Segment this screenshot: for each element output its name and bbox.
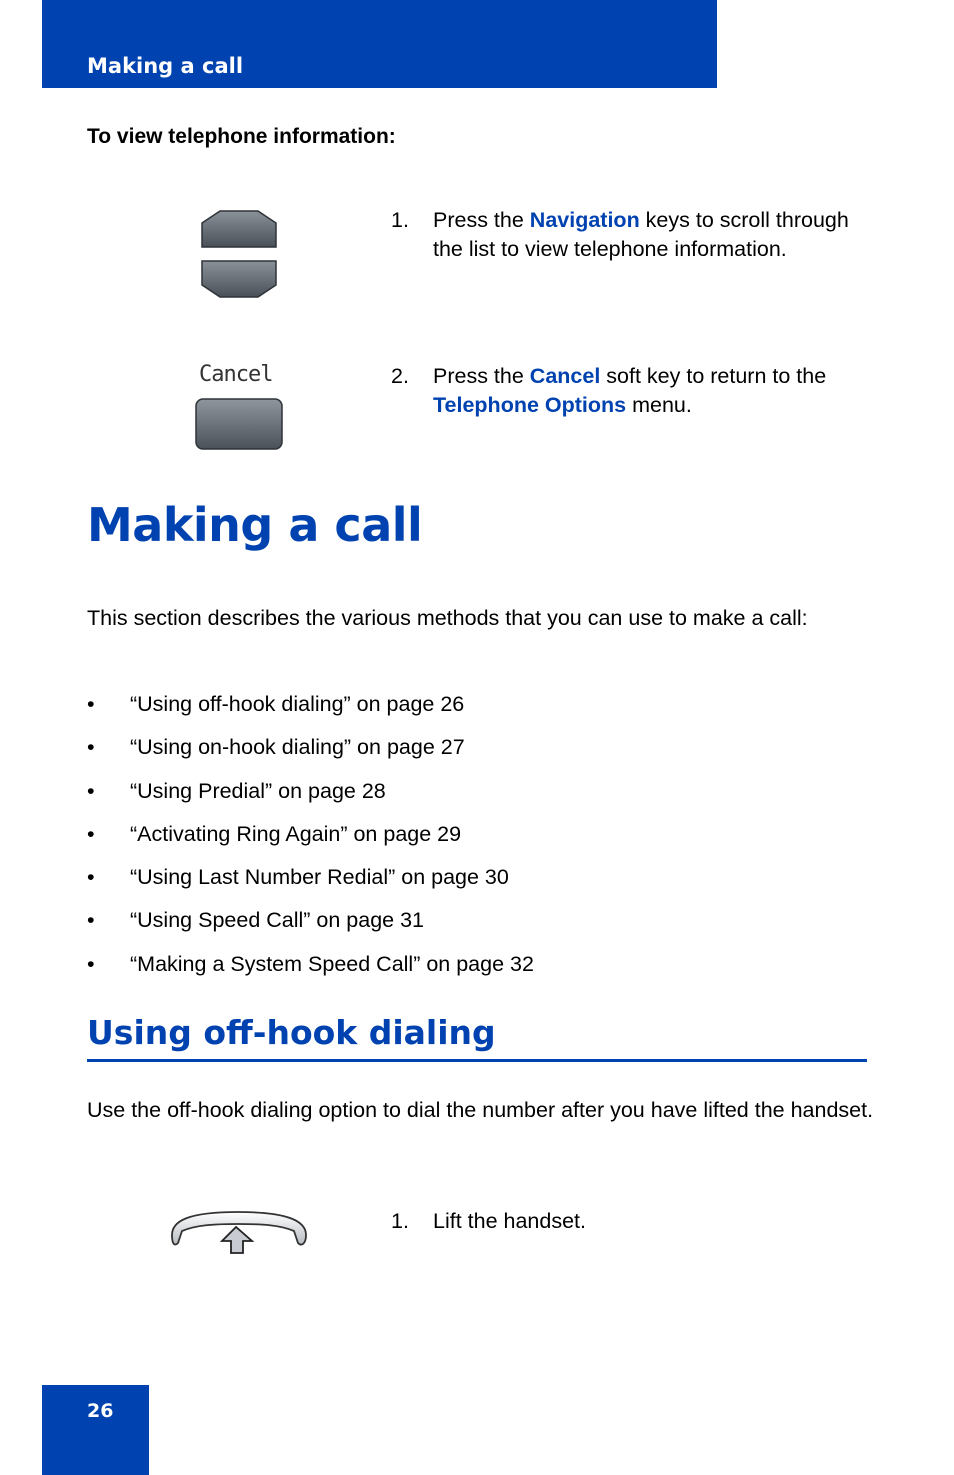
section-title: Making a call	[87, 498, 423, 552]
bullet: •	[87, 735, 95, 760]
subsection-rule	[87, 1059, 867, 1062]
navigation-keyword: Navigation	[529, 208, 640, 232]
bullet: •	[87, 908, 95, 933]
header-bar	[42, 0, 717, 88]
telephone-options-keyword: Telephone Options	[433, 392, 627, 417]
cross-reference-link[interactable]: “Using on-hook dialing” on page 27	[130, 735, 465, 760]
lift-handset-icon	[168, 1207, 310, 1257]
page-number: 26	[87, 1400, 114, 1422]
bullet: •	[87, 692, 95, 716]
bullet: •	[87, 865, 95, 890]
step-text: Press the Navigation keys to scroll through the list to view telephone information.	[433, 208, 849, 261]
cross-reference-link[interactable]: “Activating Ring Again” on page 29	[130, 821, 462, 846]
step-number: 1.	[391, 1209, 409, 1233]
cross-reference-link[interactable]: “Using Speed Call” on page 31	[130, 908, 425, 933]
step-number: 2.	[391, 364, 409, 388]
bullet: •	[87, 778, 95, 803]
subsection-title: Using off-hook dialing	[87, 1013, 496, 1052]
cross-reference-link[interactable]: “Making a System Speed Call” on page 32	[130, 951, 534, 976]
bullet: •	[87, 821, 95, 846]
cross-reference-link[interactable]: “Using off-hook dialing” on page 26	[130, 692, 465, 716]
cancel-softkey-icon	[194, 397, 284, 451]
step-text: Press the Cancel soft key to return to the Telephone Options menu.	[433, 364, 827, 417]
footer-page-box	[42, 1385, 149, 1475]
procedure-heading: To view telephone information:	[87, 125, 396, 148]
navigation-keys-icon	[200, 209, 278, 299]
running-header-title: Making a call	[87, 54, 244, 78]
cross-reference-link[interactable]: “Using Last Number Redial” on page 30	[130, 865, 509, 890]
subsection-intro: Use the off-hook dialing option to dial the number after you have lifted the handset.	[87, 1098, 874, 1122]
cancel-softkey-label: Cancel	[199, 362, 273, 387]
cross-reference-link[interactable]: “Using Predial” on page 28	[130, 778, 386, 803]
step-number: 1.	[391, 208, 409, 232]
bullet: •	[87, 951, 95, 976]
cancel-keyword: Cancel	[529, 364, 601, 388]
step-text: Lift the handset.	[433, 1209, 586, 1233]
section-intro: This section describes the various methods that you can use to make a call:	[87, 606, 808, 630]
